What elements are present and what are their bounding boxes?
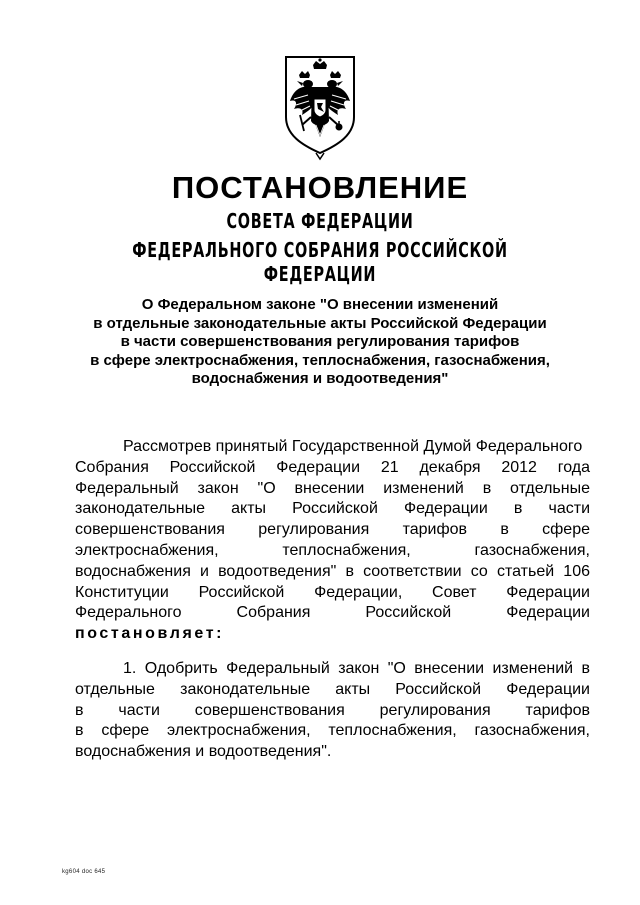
preamble-line: Конституции Российской Федерации, Совет Федерации <box>75 583 590 601</box>
subject-line: в части совершенствования регулирования тарифов <box>120 333 520 350</box>
subject-line: О Федеральном законе "О внесении изменений <box>141 296 499 313</box>
resolves-word: постановляет: <box>75 625 225 643</box>
preamble-line: Федеральный закон "О внесении изменений в отдельные <box>75 479 590 497</box>
subject-line: водоснабжения и водоотведения" <box>191 370 449 387</box>
preamble-line: законодательные акты Российской Федерации в части <box>75 500 590 518</box>
preamble-line: совершенствования регулирования тарифов в сфере <box>75 521 590 539</box>
document-title: ПОСТАНОВЛЕНИЕ <box>171 170 469 205</box>
coat-of-arms-icon <box>282 55 358 161</box>
subject-line: в сфере электроснабжения, теплоснабжения, газоснабжения, <box>90 351 550 369</box>
resolution-subject <box>60 296 580 389</box>
preamble-paragraph <box>75 437 590 645</box>
item-line: в сфере электроснабжения, теплоснабжения, газоснабжения, <box>75 722 590 740</box>
preamble-line: Федерального Собрания Российской Федерации <box>75 604 590 622</box>
document-footer-code: kg604 doc 645 <box>62 869 106 875</box>
resolution-item-1 <box>75 659 590 763</box>
preamble-line: электроснабжения, теплоснабжения, газоснабжения, <box>75 541 590 559</box>
item-line: в части совершенствования регулирования тарифов <box>75 701 590 719</box>
preamble-line: Рассмотрев принятый Государственной Думой Федерального <box>123 438 583 455</box>
preamble-line: Собрания Российской Федерации 21 декабря 2012 года <box>75 458 590 476</box>
item-line: отдельные законодательные акты Российской Федерации <box>75 680 590 698</box>
preamble-line: водоснабжения и водоотведения" в соответствии со статьей 106 <box>75 562 590 580</box>
subject-line: в отдельные законодательные акты Российской Федерации <box>93 314 547 332</box>
item-line: 1. Одобрить Федеральный закон "О внесении изменений в <box>123 660 590 677</box>
item-line: водоснабжения и водоотведения". <box>75 743 332 761</box>
issuing-body-line-2: ФЕДЕРАЛЬНОГО СОБРАНИЯ РОССИЙСКОЙ ФЕДЕРАЦИИ <box>132 238 508 286</box>
issuing-body-line-1: СОВЕТА ФЕДЕРАЦИИ <box>226 209 414 233</box>
